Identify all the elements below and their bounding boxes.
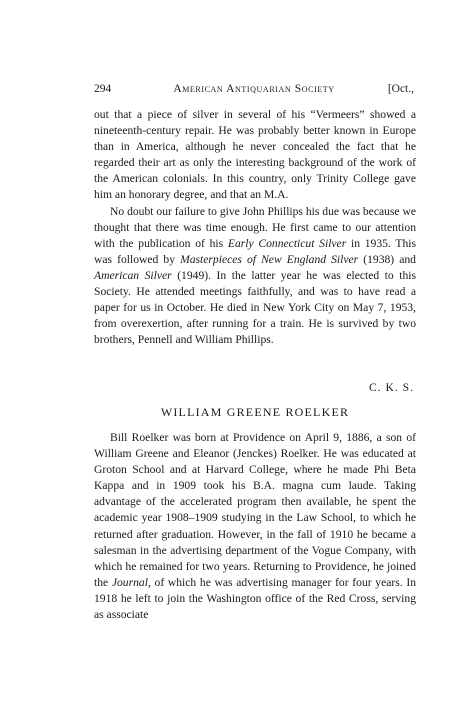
page-number: 294 xyxy=(94,83,112,95)
author-initials: C. K. S. xyxy=(368,381,414,394)
book-title: Masterpieces of New England Silver xyxy=(180,252,359,266)
text-run: in 1935. This was followed by xyxy=(94,236,416,266)
text-run: (1949). In the latter year he was elected to this Society. He attended meetings faithfully, and was to have read a paper for us in October. He died in New York City on May 7, 1953, from overexertion, after running for a train. He is survived by two brothers, Pennell and William Phillips. xyxy=(94,268,416,347)
continued-obituary-text xyxy=(94,107,416,348)
book-title: American Silver xyxy=(94,268,172,282)
paragraph-roelker xyxy=(94,430,416,623)
text-run: Bill Roelker was born at Providence on April 9, 1886, a son of William Greene and Eleanor (Jenckes) Roelker. He was educated at Groton School and at Harvard College, where he made Phi Beta Kappa and in 1909 took his B.A. magna cum laude. Taking advantage of the accelerated program then available, he spent the academic year 1908–1909 studying in the Law School, to which he returned after graduation. However, in the fall of 1910 he became a salesman in the advertising department of the Vogue Company, with which he remained for two years. Returning to Providence, he joined the xyxy=(94,431,416,589)
book-title: Early Connecticut Silver xyxy=(227,236,347,250)
text-run: No doubt our failure to give John Phillips his due was because we thought that there was time enough. He first came to our attention with the publication of his xyxy=(94,204,416,250)
obituary-text xyxy=(94,430,416,623)
journal-title: Journal xyxy=(111,575,148,589)
journal-name: American Antiquarian Society xyxy=(173,83,335,95)
running-head xyxy=(94,81,414,97)
obituary-heading: WILLIAM GREENE ROELKER xyxy=(160,405,350,419)
paragraph-continued: out that a piece of silver in several of his “Vermeers” showed a nineteenth-century repair. He was probably better known in Europe than in America, although he never concealed the fact that he regarded their art as only the interesting background of the work of the American colonials. In this country, only Trinity College gave him an honorary degree, and that an M.A. xyxy=(94,108,416,202)
text-run: (1938) and xyxy=(358,252,416,266)
issue-month: [Oct., xyxy=(387,83,414,95)
paragraph-phillips xyxy=(94,204,416,349)
text-run: , of which he was advertising manager for four years. In 1918 he left to join the Washington office of the Red Cross, serving as associate xyxy=(94,575,417,622)
